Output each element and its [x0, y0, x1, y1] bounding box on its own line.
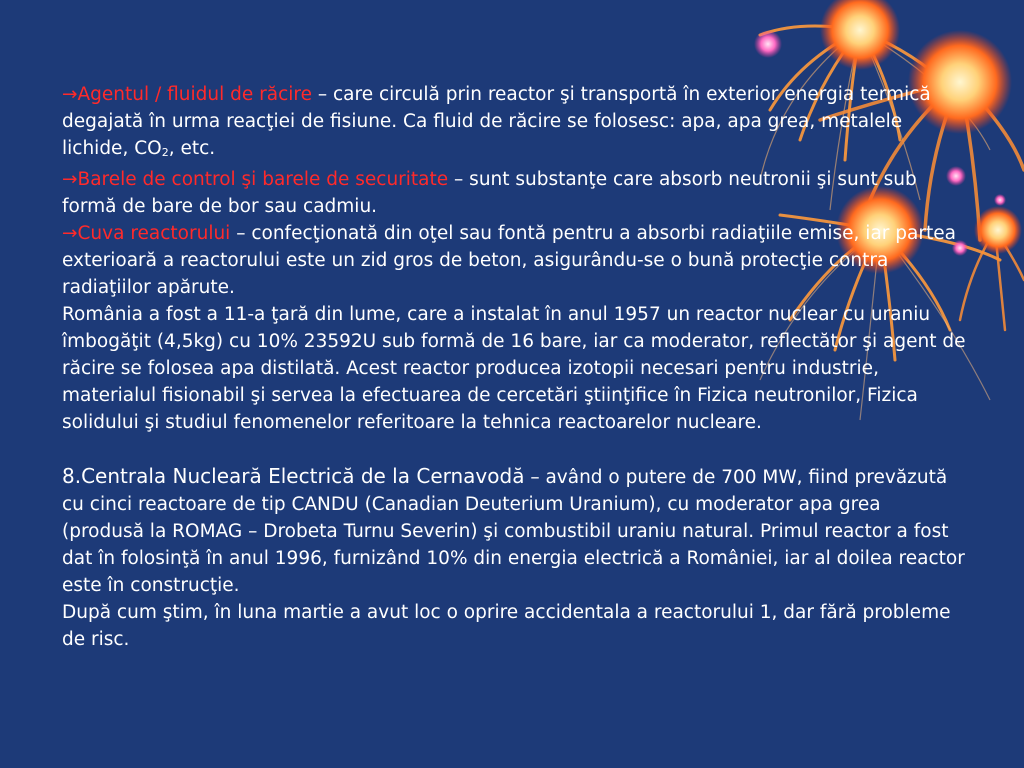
- arrow-bullet-icon: →: [62, 84, 78, 105]
- text-coolant: – care circulă prin reactor şi transportă în exterior energia termică degajată în urma reacţiei de fisiune. Ca fluid de răcire se folosesc: apa, apa grea, metalele lichide, CO: [62, 84, 931, 159]
- paragraph-reactor-vessel: [62, 220, 968, 301]
- text-cernavoda: – având o putere de 700 MW, fiind prevăzută cu cinci reactoare de tip CANDU (Canadian Deuterium Uranium), cu moderator apa grea (produsă la ROMAG – Drobeta Turnu Severin) şi combustibil uraniu natural. Primul reactor a fost dat în folosinţă în anul 1996, furnizând 10% din energia electrică a României, iar al doilea reactor este în construcţie.: [62, 467, 965, 596]
- spacer: [62, 436, 968, 463]
- term-coolant: Agentul / fluidul de răcire: [77, 84, 312, 105]
- heading-cernavoda: 8.Centrala Nucleară Electrică de la Cernavodă: [62, 464, 525, 488]
- paragraph-control-rods: [62, 166, 968, 220]
- term-reactor-vessel: Cuva reactorului: [77, 223, 231, 244]
- text-reactor-vessel: – confecţionată din oţel sau fontă pentru a absorbi radiaţiile emise, iar partea exterioară a reactorului este un zid gros de beton, asigurându-se o bună protecţie contra radiaţiilor apărute.: [62, 223, 956, 298]
- arrow-bullet-icon: →: [62, 223, 78, 244]
- text-control-rods: – sunt substanţe care absorb neutronii şi sunt sub formă de bare de bor sau cadmiu.: [62, 169, 917, 217]
- subscript-co2: 2: [161, 146, 169, 159]
- paragraph-cernavoda: [62, 463, 968, 599]
- slide-body-text: [62, 81, 968, 653]
- term-control-rods: Barele de control şi barele de securitate: [77, 169, 449, 190]
- paragraph-coolant: [62, 81, 968, 166]
- paragraph-romania-reactor: România a fost a 11-a ţară din lume, care a instalat în anul 1957 un reactor nuclear cu uraniu îmbogăţit (4,5kg) cu 10% 23592U sub formă de 16 bare, iar ca moderator, reflectător şi agent de răcire se folosea apa distilată. Acest reactor producea izotopii necesari pentru industrie, materialul fisionabil şi servea la efectuarea de cercetări ştiinţifice în Fizica neutronilor, Fizica solidului şi studiul fenomenelor referitoare la tehnica reactoarelor nucleare.: [62, 304, 966, 433]
- arrow-bullet-icon: →: [62, 169, 78, 190]
- text-coolant-end: , etc.: [168, 138, 216, 159]
- paragraph-shutdown: După cum ştim, în luna martie a avut loc o oprire accidentala a reactorului 1, dar fără probleme de risc.: [62, 602, 951, 650]
